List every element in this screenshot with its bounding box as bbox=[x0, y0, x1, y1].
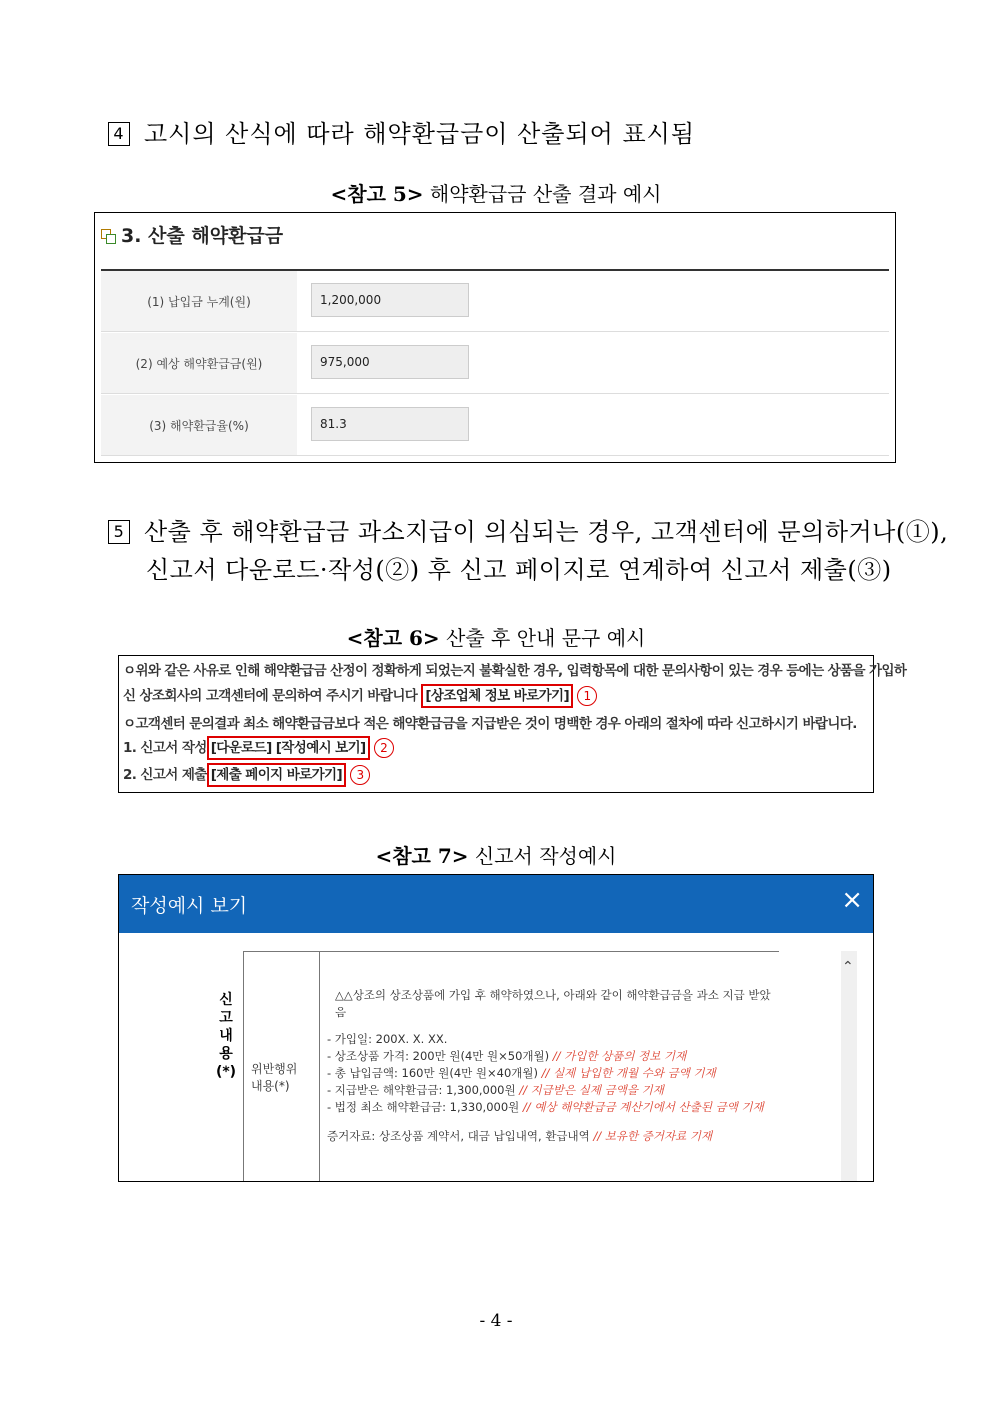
result-value-field: 81.3 bbox=[311, 407, 469, 441]
guidance-notice-box bbox=[118, 655, 907, 793]
ref7-caption bbox=[0, 840, 992, 869]
step-5-line1: 산출 후 해약환급금 과소지급이 의심되는 경우, 고객센터에 문의하거나(①), bbox=[144, 518, 949, 546]
result-row bbox=[101, 333, 889, 394]
result-label: (3) 해약환급율(%) bbox=[101, 395, 297, 455]
list-item: - 상조상품 가격: 200만 원(4만 원×50개월) // 가입한 상품의 정보 기재 bbox=[327, 1049, 687, 1063]
result-value-field: 975,000 bbox=[311, 345, 469, 379]
list-item: - 총 납입금액: 160만 원(4만 원×40개월) // 실제 납입한 개월 수와 금액 기재 bbox=[327, 1066, 716, 1080]
step-4 bbox=[108, 114, 695, 149]
ref5-caption-text: 해약환급금 산출 결과 예시 bbox=[429, 182, 662, 206]
report-content-label: 신 고 내 용 (*) bbox=[215, 992, 237, 1080]
marker-1: 1 bbox=[577, 686, 597, 706]
marker-2: 2 bbox=[374, 738, 394, 758]
ref5-caption-label: <참고 5> bbox=[330, 182, 424, 206]
step-number-box: 4 bbox=[108, 122, 130, 146]
notice-line bbox=[123, 684, 597, 708]
ref6-caption-text: 산출 후 안내 문구 예시 bbox=[446, 626, 646, 650]
notice-line: ㅇ고객센터 문의결과 최소 해약환급금보다 적은 해약환급금을 지급받은 것이 명백한 경우 아래의 절차에 따라 신고하시기 바랍니다. bbox=[123, 716, 857, 732]
panel-title-text: 3. 산출 해약환급금 bbox=[121, 225, 284, 247]
marker-3: 3 bbox=[350, 765, 370, 785]
list-item: - 가입일: 200X. X. XX. bbox=[327, 1032, 448, 1046]
dialog-header bbox=[119, 875, 873, 933]
submit-page-link[interactable]: [제출 페이지 바로가기] bbox=[207, 763, 346, 787]
evidence-line: 증거자료: 상조상품 계약서, 대금 납입내역, 환급내역 // 보유한 증거자료 기재 bbox=[327, 1129, 713, 1143]
result-label: (1) 납입금 누계(원) bbox=[101, 271, 297, 331]
step-5 bbox=[108, 512, 948, 547]
intro-text: △△상조의 상조상품에 가입 후 해약하였으나, 아래와 같이 해약환급금을 과소 지급 받았음 bbox=[335, 988, 771, 1019]
example-dialog bbox=[118, 874, 874, 1182]
dialog-title: 작성예시 보기 bbox=[131, 895, 248, 917]
section-icon bbox=[101, 229, 115, 243]
notice-line: ㅇ위와 같은 사유로 인해 해약환급금 산정이 정확하게 되었는지 불확실한 경우, 입력항목에 대한 문의사항이 있는 경우 등에는 상품을 가입하 bbox=[123, 663, 907, 679]
notice-text: 1. 신고서 작성 bbox=[123, 740, 207, 756]
divider bbox=[243, 951, 244, 1181]
list-item: - 지급받은 해약환급금: 1,300,000원 // 지급받은 실제 금액을 기재 bbox=[327, 1083, 664, 1097]
step-4-text: 고시의 산식에 따라 해약환급금이 산출되어 표시됨 bbox=[144, 120, 696, 148]
panel-title bbox=[101, 221, 283, 248]
ref7-caption-label: <참고 7> bbox=[375, 844, 469, 868]
page-number: - 4 - bbox=[479, 1311, 513, 1331]
refund-result-panel bbox=[94, 212, 896, 463]
close-icon[interactable]: × bbox=[841, 885, 863, 915]
step-number-box: 5 bbox=[108, 520, 130, 544]
result-label: (2) 예상 해약환급금(원) bbox=[101, 333, 297, 393]
company-info-link[interactable]: [상조업체 정보 바로가기] bbox=[421, 684, 573, 708]
ref5-caption bbox=[0, 178, 992, 207]
result-row bbox=[101, 395, 889, 456]
list-item: - 법정 최소 해약환급금: 1,330,000원 // 예상 해약환급금 계산기에서 산출된 금액 기재 bbox=[327, 1100, 764, 1114]
violation-content-label: 위반행위 내용(*) bbox=[251, 1062, 298, 1093]
step-5-line2: 신고서 다운로드·작성(②) 후 신고 페이지로 연계하여 신고서 제출(③) bbox=[146, 556, 892, 584]
notice-line bbox=[123, 763, 370, 787]
notice-line bbox=[123, 736, 394, 760]
ref6-caption bbox=[0, 622, 992, 651]
ref6-caption-label: <참고 6> bbox=[346, 626, 440, 650]
scrollbar[interactable] bbox=[841, 951, 857, 1182]
result-value-field: 1,200,000 bbox=[311, 283, 469, 317]
divider bbox=[319, 951, 320, 1181]
example-content bbox=[327, 987, 797, 1145]
download-example-link[interactable]: [다운로드] [작성예시 보기] bbox=[207, 736, 370, 760]
scroll-up-icon[interactable]: ⌃ bbox=[842, 959, 854, 975]
ref7-caption-text: 신고서 작성예시 bbox=[474, 844, 617, 868]
notice-text: 신 상조회사의 고객센터에 문의하여 주시기 바랍니다 bbox=[123, 688, 418, 704]
result-row bbox=[101, 271, 889, 332]
notice-text: 2. 신고서 제출 bbox=[123, 767, 207, 783]
